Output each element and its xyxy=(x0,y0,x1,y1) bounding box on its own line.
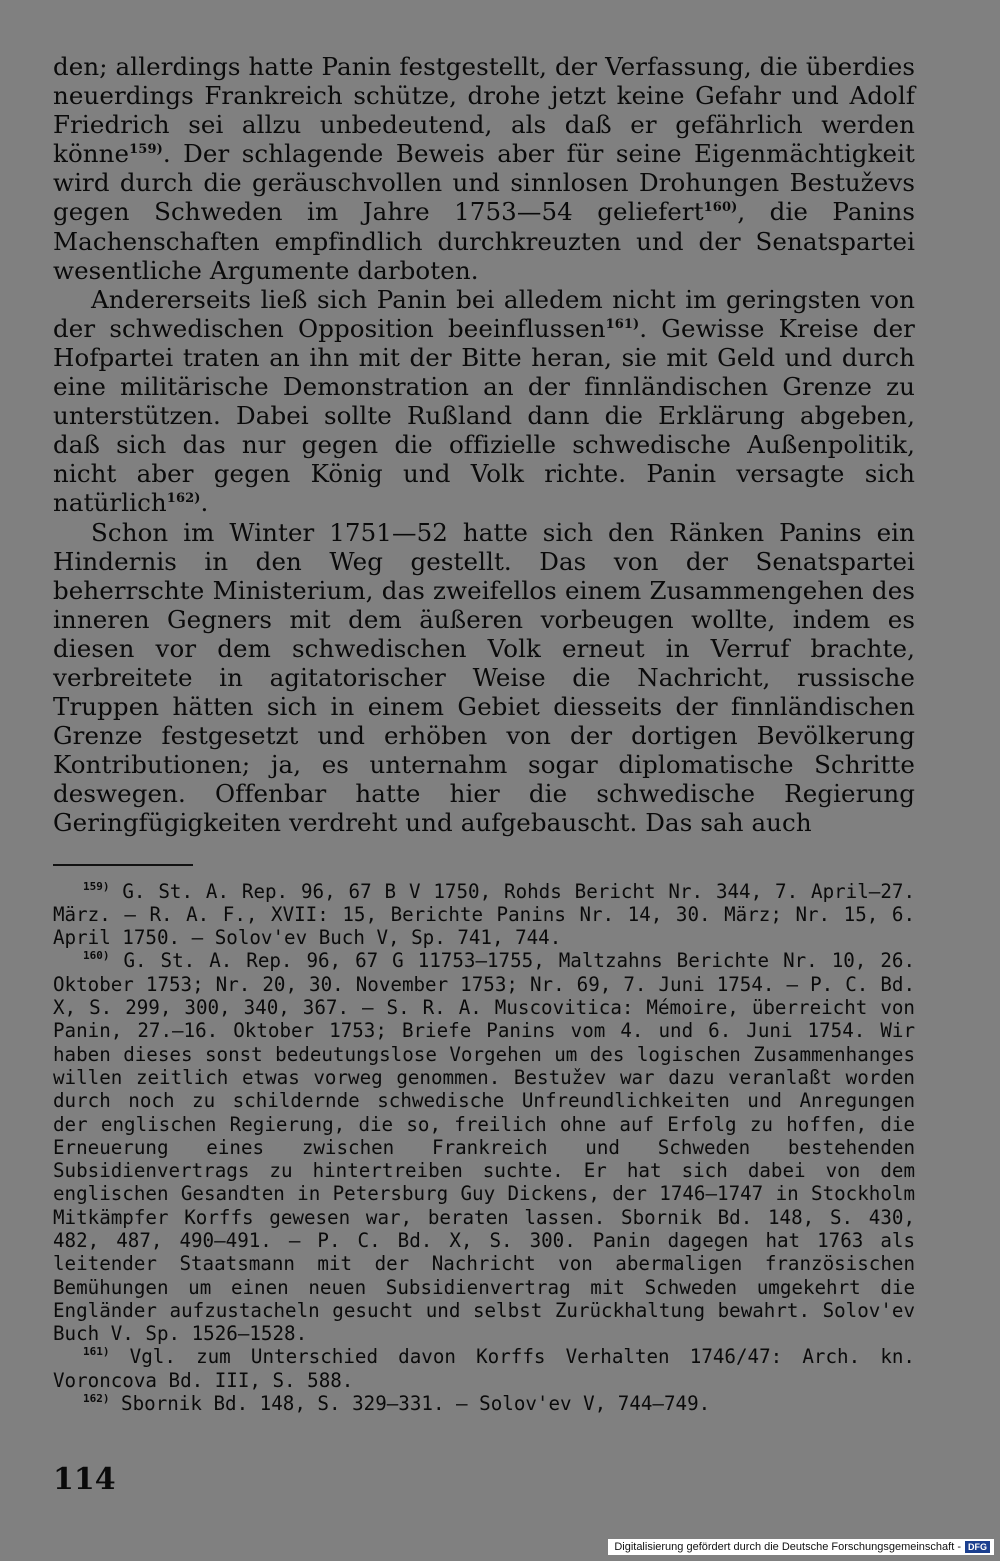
footnote-ref-162[interactable]: 162) xyxy=(166,491,201,507)
dfg-logo-icon: DFG xyxy=(965,1541,990,1553)
footnote-text: G. St. A. Rep. 96, 67 B V 1750, Rohds Bericht Nr. 344, 7. April—27. März. — R. A. F., XVII: 15, Berichte Panins Nr. 14, 30. März; Nr. 15, 6. April 1750. — Solov'ev Buch V, Sp. 741, 744. xyxy=(53,879,915,950)
footnote-divider xyxy=(53,864,193,866)
footnote-161 xyxy=(53,1345,915,1392)
footnote-mark: 161) xyxy=(83,1345,110,1359)
page-number: 114 xyxy=(53,1462,116,1497)
paragraph-1-text-b: . Der schlagende Beweis aber für seine Eigenmächtigkeit wird durch die geräuschvollen und sinnlosen Drohungen Bestuževs gegen Schweden im Jahre 1753—54 geliefert xyxy=(53,139,915,227)
paragraph-1-text-c: , die Panins Machenschaften empfindlich durchkreuzten und der Senatspartei wesentliche Argumente darboten. xyxy=(53,197,915,285)
paragraph-2 xyxy=(53,285,915,518)
footnote-159 xyxy=(53,880,915,950)
footnote-160 xyxy=(53,949,915,1345)
footnote-ref-160[interactable]: 160) xyxy=(703,200,738,216)
footnote-mark: 160) xyxy=(83,949,110,963)
paragraph-2-text-b: . Gewisse Kreise der Hofpartei traten an ihn mit der Bitte heran, sie mit Geld und durch eine militärische Demonstration an der finnländischen Grenze zu unterstützen. Dabei sollte Rußland dann die Erklärung abgeben, daß sich das nur gegen die offizielle schwedische Außenpolitik, nicht aber gegen König und Volk richte. Panin versagte sich natürlich xyxy=(53,313,915,518)
footnote-mark: 159) xyxy=(83,879,110,893)
main-text xyxy=(53,52,915,838)
paragraph-1 xyxy=(53,52,915,285)
footnote-162 xyxy=(53,1392,915,1415)
footnote-text: Vgl. zum Unterschied davon Korffs Verhalten 1746/47: Arch. kn. Voroncova Bd. III, S. 588. xyxy=(53,1345,915,1392)
digitization-credit[interactable] xyxy=(608,1539,994,1555)
footnote-ref-159[interactable]: 159) xyxy=(129,142,163,158)
paragraph-2-text-c: . xyxy=(200,488,209,518)
paragraph-2-text-a: Andererseits ließ sich Panin bei alledem nicht im geringsten von der schwedischen Opposition beeinflussen xyxy=(53,284,915,343)
footnote-mark: 162) xyxy=(83,1392,110,1406)
footnote-text: Sbornik Bd. 148, S. 329—331. — Solov'ev V, 744—749. xyxy=(109,1392,711,1416)
paragraph-3: Schon im Winter 1751—52 hatte sich den Ränken Panins ein Hindernis in den Weg gestellt. Das von der Senatspartei beherrschte Ministerium, das zweifellos einem Zusammengehen des inneren Gegners mit dem äußeren vorbeugen wollte, indem es diesen vor dem schwedischen Volk erneut in Verruf brachte, verbreitete in agitatorischer Weise die Nachricht, russische Truppen hätten sich in einem Gebiet diesseits der finnländischen Grenze festgesetzt und erhöben von der dortigen Bevölkerung Kontributionen; ja, es unternahm sogar diplomatische Schritte deswegen. Offenbar hatte hier die schwedische Regierung Geringfügigkeiten verdreht und aufgebauscht. Das sah auch xyxy=(53,517,915,838)
book-page xyxy=(53,52,915,1415)
paragraph-1-text-a: den; allerdings hatte Panin festgestellt, der Verfassung, die überdies neuerdings Frankreich schütze, drohe jetzt keine Gefahr und Adolf Friedrich sei allzu unbedeutend, als daß er gefährlich werden könne xyxy=(53,52,915,169)
footnotes xyxy=(53,880,915,1416)
credit-text: Digitalisierung gefördert durch die Deutsche Forschungsgemeinschaft - xyxy=(614,1541,961,1553)
footnote-text: G. St. A. Rep. 96, 67 G 11753—1755, Maltzahns Berichte Nr. 10, 26. Oktober 1753; Nr. 20, 30. November 1753; Nr. 69, 7. Juni 1754. — P. C. Bd. X, S. 299, 300, 340, 367. — S. R. A. Muscovitica: Mémoire, überreicht von Panin, 27.—16. Oktober 1753; Briefe Panins vom 4. und 6. Juni 1754. Wir haben dieses sonst bedeutungslose Vorgehen um des logischen Zusammenhanges willen zeitlich etwas vorweg genommen. Bestužev war dazu veranlaßt worden durch noch zu schildernde schwedische Unfreundlichkeiten und Anregungen der englischen Regierung, die so, freilich ohne auf Erfolg zu hoffen, die Erneuerung eines zwischen Frankreich und Schweden bestehenden Subsidienvertrags zu hintertreiben suchte. Er hat sich dabei von dem englischen Gesandten in Petersburg Guy Dickens, der 1746—1747 in Stockholm Mitkämpfer Korffs gewesen war, beraten lassen. Sbornik Bd. 148, S. 430, 482, 487, 490—491. — P. C. Bd. X, S. 300. Panin dagegen hat 1763 als leitender Staatsmann mit der Nachricht von abermaligen französischen Bemühungen um einen neuen Subsidienvertrag mit Schweden umgekehrt die Engländer aufzustacheln gesucht und selbst Zurückhaltung bewahrt. Solov'ev Buch V. Sp. 1526—1528. xyxy=(53,949,915,1346)
footnote-ref-161[interactable]: 161) xyxy=(605,316,640,332)
